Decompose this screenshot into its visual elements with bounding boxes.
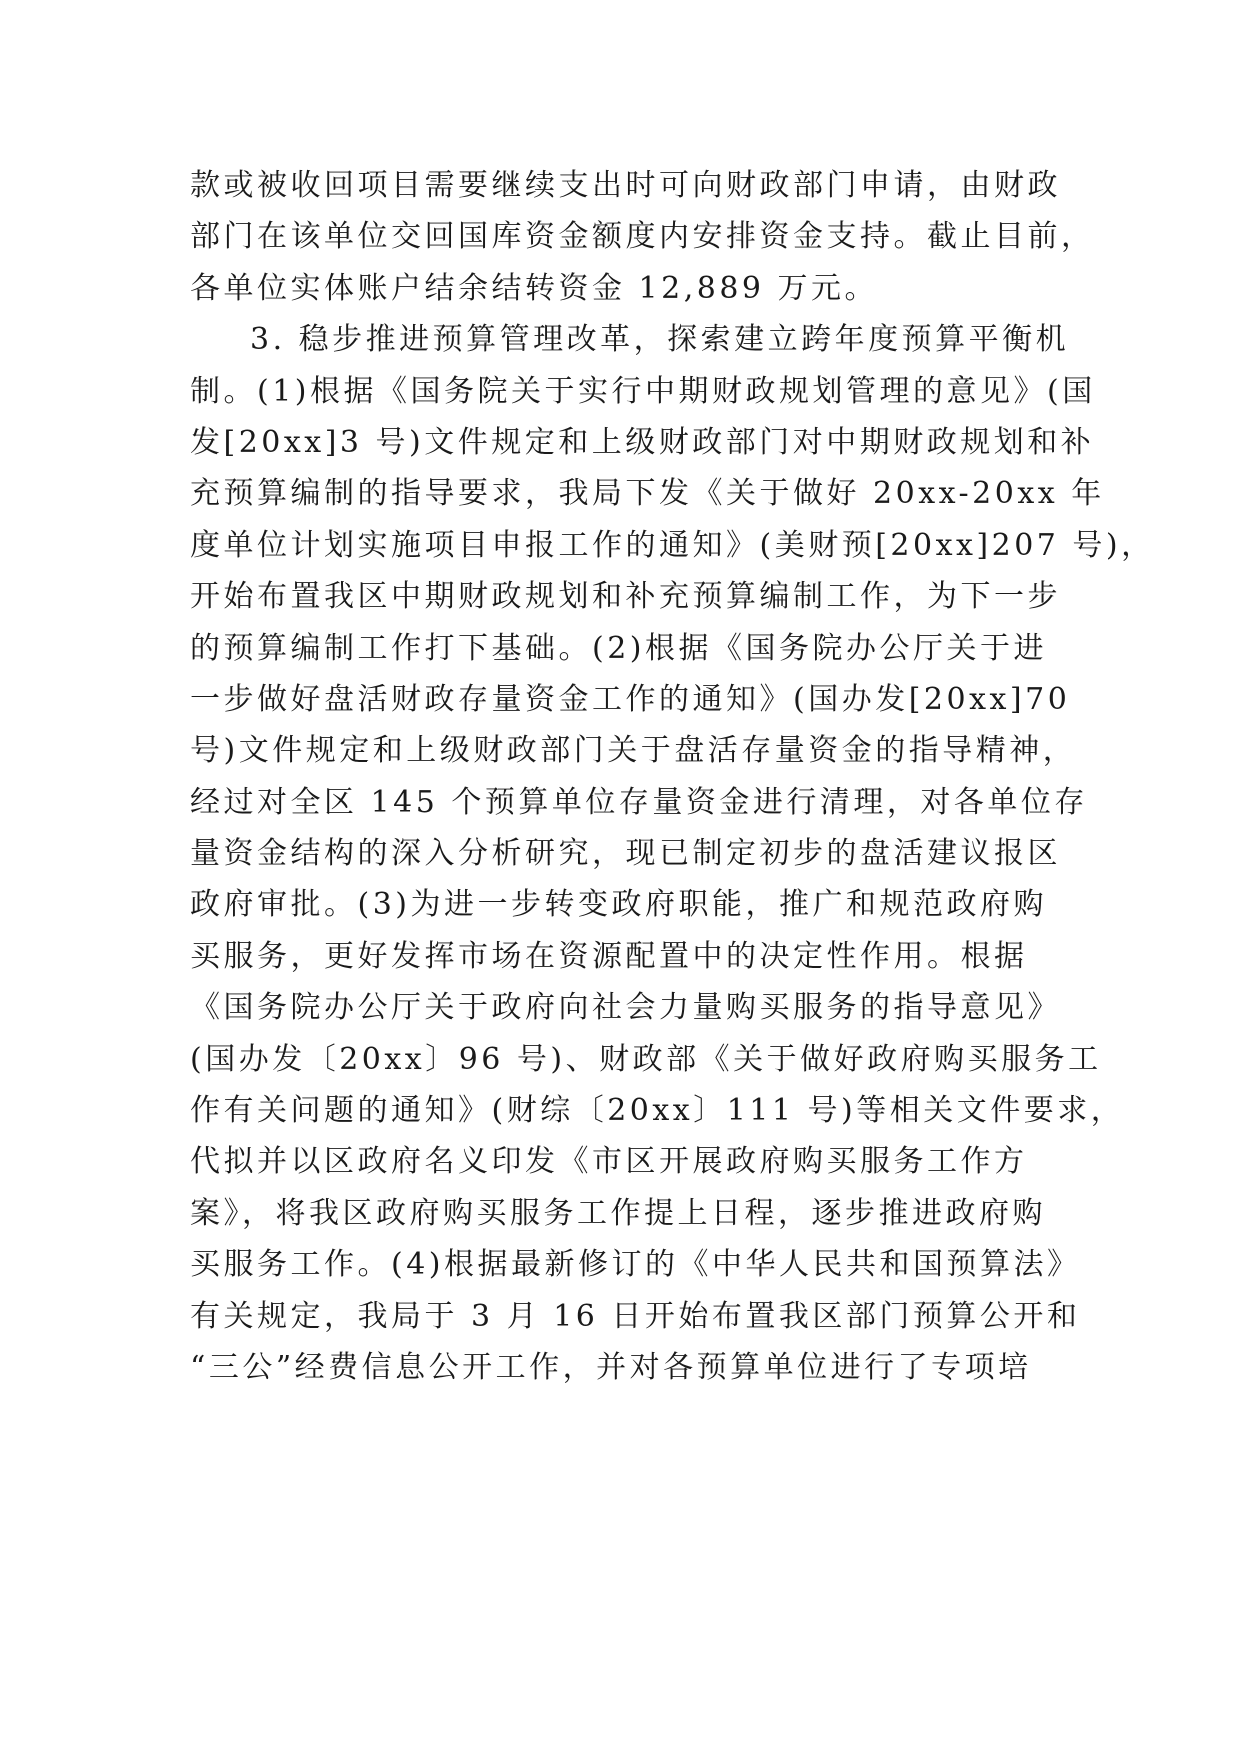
text-line: 作有关问题的通知》(财综〔20xx〕111 号)等相关文件要求，	[190, 1093, 1125, 1129]
text-line: 开始布置我区中期财政规划和补充预算编制工作，为下一步	[190, 579, 1061, 615]
text-line: 发[20xx]3 号)文件规定和上级财政部门对中期财政规划和补	[190, 424, 1095, 460]
text-line: 《国务院办公厅关于政府向社会力量购买服务的指导意见》	[190, 990, 1061, 1026]
text-line: 经过对全区 145 个预算单位存量资金进行清理，对各单位存	[190, 784, 1088, 820]
body-text	[190, 160, 1155, 1393]
text-line: 买服务，更好发挥市场在资源配置中的决定性作用。根据	[190, 938, 1028, 974]
text-line: 款或被收回项目需要继续支出时可向财政部门申请，由财政	[190, 168, 1061, 203]
text-line: 一步做好盘活财政存量资金工作的通知》(国办发[20xx]70	[190, 681, 1071, 717]
text-line: 部门在该单位交回国库资金额度内安排资金支持。截止目前，	[190, 219, 1095, 255]
text-line: 制。(1)根据《国务院关于实行中期财政规划管理的意见》(国	[190, 373, 1096, 409]
text-line: (国办发〔20xx〕96 号)、财政部《关于做好政府购买服务工	[190, 1041, 1102, 1077]
text-line: 各单位实体账户结余结转资金 12,889 万元。	[190, 270, 879, 306]
text-line: 量资金结构的深入分析研究，现已制定初步的盘活建议报区	[190, 836, 1061, 872]
text-line: 有关规定，我局于 3 月 16 日开始布置我区部门预算公开和	[190, 1298, 1081, 1334]
paragraph-start-line: 3. 稳步推进预算管理改革，探索建立跨年度预算平衡机	[250, 322, 1070, 358]
text-line: 代拟并以区政府名义印发《市区开展政府购买服务工作方	[190, 1144, 1028, 1180]
text-line: 的预算编制工作打下基础。(2)根据《国务院办公厅关于进	[190, 630, 1047, 666]
text-line: 号)文件规定和上级财政部门关于盘活存量资金的指导精神，	[190, 733, 1077, 769]
text-line: “三公”经费信息公开工作，并对各预算单位进行了专项培	[190, 1349, 1032, 1385]
text-line: 充预算编制的指导要求，我局下发《关于做好 20xx-20xx 年	[190, 476, 1105, 512]
text-line: 度单位计划实施项目申报工作的通知》(美财预[20xx]207 号)，	[190, 527, 1155, 563]
text-line: 买服务工作。(4)根据最新修订的《中华人民共和国预算法》	[190, 1247, 1081, 1283]
text-line: 政府审批。(3)为进一步转变政府职能，推广和规范政府购	[190, 887, 1047, 923]
text-line: 案》，将我区政府购买服务工作提上日程，逐步推进政府购	[190, 1195, 1046, 1231]
